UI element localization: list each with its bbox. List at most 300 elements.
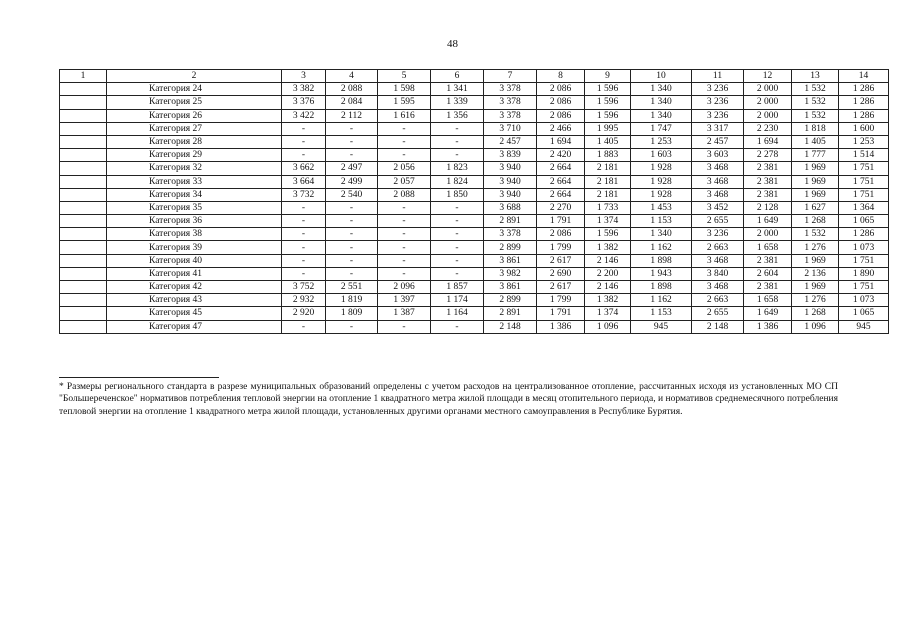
category-name-cell: Категория 47	[107, 320, 282, 333]
value-cell: 1 286	[839, 96, 889, 109]
value-cell: 1 799	[537, 241, 585, 254]
value-cell: 3 468	[692, 188, 744, 201]
value-cell: 2 200	[585, 267, 631, 280]
table-row	[60, 215, 889, 228]
value-cell: -	[431, 267, 484, 280]
value-cell: 1 253	[631, 135, 692, 148]
value-cell: 1 751	[839, 188, 889, 201]
value-cell: 2 664	[537, 175, 585, 188]
category-name-cell: Категория 41	[107, 267, 282, 280]
category-name-cell: Категория 27	[107, 122, 282, 135]
value-cell: 1 791	[537, 307, 585, 320]
value-cell: 1 943	[631, 267, 692, 280]
value-cell: 1 153	[631, 307, 692, 320]
value-cell: 2 181	[585, 175, 631, 188]
value-cell: 1 532	[792, 83, 839, 96]
value-cell: 1 532	[792, 96, 839, 109]
category-name-cell: Категория 36	[107, 215, 282, 228]
value-cell: 1 162	[631, 294, 692, 307]
value-cell: 2 690	[537, 267, 585, 280]
value-cell: 3 688	[484, 201, 537, 214]
value-cell: 2 146	[585, 254, 631, 267]
row-index-cell	[60, 201, 107, 214]
value-cell: 1 065	[839, 215, 889, 228]
value-cell: 2 000	[744, 96, 792, 109]
value-cell: 1 382	[585, 294, 631, 307]
row-index-cell	[60, 215, 107, 228]
value-cell: 3 710	[484, 122, 537, 135]
column-header: 7	[484, 70, 537, 83]
column-header: 1	[60, 70, 107, 83]
value-cell: 1 890	[839, 267, 889, 280]
value-cell: 1 286	[839, 228, 889, 241]
value-cell: 3 378	[484, 83, 537, 96]
value-cell: 2 088	[326, 83, 378, 96]
footnote-divider	[59, 377, 219, 378]
category-name-cell: Категория 42	[107, 281, 282, 294]
value-cell: 1 883	[585, 149, 631, 162]
table-row	[60, 109, 889, 122]
value-cell: 3 861	[484, 254, 537, 267]
value-cell: 2 000	[744, 228, 792, 241]
value-cell: 3 861	[484, 281, 537, 294]
value-cell: 1 096	[585, 320, 631, 333]
column-header: 13	[792, 70, 839, 83]
value-cell: 1 969	[792, 162, 839, 175]
value-cell: 1 065	[839, 307, 889, 320]
row-index-cell	[60, 175, 107, 188]
value-cell: 1 340	[631, 96, 692, 109]
value-cell: 2 899	[484, 241, 537, 254]
value-cell: 1 751	[839, 281, 889, 294]
row-index-cell	[60, 83, 107, 96]
value-cell: 2 057	[378, 175, 431, 188]
value-cell: 945	[839, 320, 889, 333]
value-cell: 1 253	[839, 135, 889, 148]
value-cell: 2 899	[484, 294, 537, 307]
value-cell: 3 422	[282, 109, 326, 122]
value-cell: -	[326, 215, 378, 228]
value-cell: 1 733	[585, 201, 631, 214]
value-cell: 2 270	[537, 201, 585, 214]
value-cell: 1 374	[585, 215, 631, 228]
value-cell: 3 452	[692, 201, 744, 214]
value-cell: -	[326, 241, 378, 254]
value-cell: 1 824	[431, 175, 484, 188]
value-cell: 1 649	[744, 215, 792, 228]
value-cell: 2 932	[282, 294, 326, 307]
value-cell: 2 381	[744, 254, 792, 267]
value-cell: 1 600	[839, 122, 889, 135]
value-cell: 1 286	[839, 109, 889, 122]
value-cell: 1 603	[631, 149, 692, 162]
value-cell: 3 839	[484, 149, 537, 162]
value-cell: 3 752	[282, 281, 326, 294]
value-cell: 1 850	[431, 188, 484, 201]
value-cell: 1 777	[792, 149, 839, 162]
table-row	[60, 201, 889, 214]
value-cell: 2 112	[326, 109, 378, 122]
value-cell: 3 732	[282, 188, 326, 201]
value-cell: 3 603	[692, 149, 744, 162]
value-cell: 1 809	[326, 307, 378, 320]
row-index-cell	[60, 96, 107, 109]
value-cell: -	[282, 254, 326, 267]
value-cell: -	[282, 149, 326, 162]
value-cell: 1 268	[792, 307, 839, 320]
value-cell: 2 920	[282, 307, 326, 320]
row-index-cell	[60, 228, 107, 241]
value-cell: -	[326, 149, 378, 162]
value-cell: 1 751	[839, 175, 889, 188]
value-cell: 1 898	[631, 254, 692, 267]
value-cell: 1 616	[378, 109, 431, 122]
value-cell: -	[431, 201, 484, 214]
category-name-cell: Категория 24	[107, 83, 282, 96]
value-cell: 1 627	[792, 201, 839, 214]
category-name-cell: Категория 32	[107, 162, 282, 175]
value-cell: 1 073	[839, 241, 889, 254]
category-name-cell: Категория 43	[107, 294, 282, 307]
value-cell: -	[378, 254, 431, 267]
table-row	[60, 267, 889, 280]
value-cell: 3 664	[282, 175, 326, 188]
value-cell: 1 339	[431, 96, 484, 109]
value-cell: 1 928	[631, 175, 692, 188]
table-row	[60, 241, 889, 254]
table-row	[60, 83, 889, 96]
value-cell: 1 694	[744, 135, 792, 148]
value-cell: 3 982	[484, 267, 537, 280]
value-cell: 1 818	[792, 122, 839, 135]
value-cell: 1 532	[792, 228, 839, 241]
value-cell: -	[326, 201, 378, 214]
table-row	[60, 175, 889, 188]
value-cell: -	[282, 267, 326, 280]
value-cell: -	[378, 135, 431, 148]
value-cell: 2 617	[537, 254, 585, 267]
value-cell: -	[326, 254, 378, 267]
row-index-cell	[60, 162, 107, 175]
value-cell: 1 819	[326, 294, 378, 307]
value-cell: 2 128	[744, 201, 792, 214]
value-cell: 2 086	[537, 96, 585, 109]
value-cell: -	[431, 320, 484, 333]
value-cell: 1 823	[431, 162, 484, 175]
value-cell: 1 364	[839, 201, 889, 214]
value-cell: -	[378, 149, 431, 162]
column-header: 10	[631, 70, 692, 83]
category-name-cell: Категория 40	[107, 254, 282, 267]
table-row	[60, 135, 889, 148]
category-name-cell: Категория 34	[107, 188, 282, 201]
value-cell: -	[282, 135, 326, 148]
value-cell: 2 497	[326, 162, 378, 175]
value-cell: 1 898	[631, 281, 692, 294]
value-cell: 1 928	[631, 188, 692, 201]
value-cell: -	[326, 320, 378, 333]
value-cell: 1 598	[378, 83, 431, 96]
value-cell: -	[378, 201, 431, 214]
value-cell: 1 799	[537, 294, 585, 307]
value-cell: -	[378, 320, 431, 333]
value-cell: -	[326, 228, 378, 241]
value-cell: 2 230	[744, 122, 792, 135]
value-cell: 3 236	[692, 96, 744, 109]
value-cell: 2 181	[585, 188, 631, 201]
category-name-cell: Категория 29	[107, 149, 282, 162]
value-cell: 2 096	[378, 281, 431, 294]
value-cell: 2 088	[378, 188, 431, 201]
column-header: 5	[378, 70, 431, 83]
value-cell: 2 181	[585, 162, 631, 175]
value-cell: -	[431, 135, 484, 148]
value-cell: 1 595	[378, 96, 431, 109]
column-header: 12	[744, 70, 792, 83]
value-cell: 2 551	[326, 281, 378, 294]
value-cell: 1 286	[839, 83, 889, 96]
value-cell: -	[282, 122, 326, 135]
value-cell: 2 891	[484, 307, 537, 320]
value-cell: 1 658	[744, 241, 792, 254]
table-row	[60, 320, 889, 333]
value-cell: 1 340	[631, 228, 692, 241]
column-header: 11	[692, 70, 744, 83]
value-cell: 1 174	[431, 294, 484, 307]
column-header: 2	[107, 70, 282, 83]
value-cell: 2 663	[692, 294, 744, 307]
value-cell: 1 596	[585, 109, 631, 122]
table-row	[60, 96, 889, 109]
value-cell: 2 136	[792, 267, 839, 280]
column-header: 4	[326, 70, 378, 83]
value-cell: 1 162	[631, 241, 692, 254]
value-cell: -	[326, 267, 378, 280]
value-cell: -	[282, 241, 326, 254]
value-cell: 1 341	[431, 83, 484, 96]
row-index-cell	[60, 135, 107, 148]
value-cell: 1 276	[792, 241, 839, 254]
value-cell: -	[378, 122, 431, 135]
value-cell: 3 236	[692, 109, 744, 122]
value-cell: 2 664	[537, 188, 585, 201]
value-cell: -	[326, 122, 378, 135]
column-header: 3	[282, 70, 326, 83]
column-header: 9	[585, 70, 631, 83]
value-cell: 2 278	[744, 149, 792, 162]
value-cell: 3 468	[692, 162, 744, 175]
value-cell: 3 940	[484, 188, 537, 201]
value-cell: 2 381	[744, 281, 792, 294]
value-cell: 2 086	[537, 228, 585, 241]
value-cell: 1 386	[744, 320, 792, 333]
value-cell: 2 000	[744, 83, 792, 96]
value-cell: 1 073	[839, 294, 889, 307]
value-cell: 1 791	[537, 215, 585, 228]
value-cell: 2 148	[692, 320, 744, 333]
column-header: 14	[839, 70, 889, 83]
value-cell: -	[431, 122, 484, 135]
category-name-cell: Категория 45	[107, 307, 282, 320]
column-header: 8	[537, 70, 585, 83]
value-cell: 1 382	[585, 241, 631, 254]
value-cell: 3 940	[484, 175, 537, 188]
row-index-cell	[60, 122, 107, 135]
value-cell: 2 664	[537, 162, 585, 175]
row-index-cell	[60, 188, 107, 201]
value-cell: -	[378, 267, 431, 280]
value-cell: -	[431, 241, 484, 254]
value-cell: 2 540	[326, 188, 378, 201]
value-cell: 1 969	[792, 281, 839, 294]
value-cell: -	[431, 149, 484, 162]
value-cell: 945	[631, 320, 692, 333]
row-index-cell	[60, 281, 107, 294]
footnote: * Размеры регионального стандарта в разрезе муниципальных образований определены с учетом расходов на централизованное отопление, рассчитанных исходя из установленных МО СП "Большереченское" нормативов потребления тепловой энергии на отопление 1 квадратного метра жилой площади в месяц отопительного периода, и нормативов среднемесячного потребления тепловой энергии на отопление 1 квадратного метра жилой площади, установленных другими органами местного самоуправления в Республике Бурятия.	[59, 382, 838, 417]
value-cell: 3 236	[692, 228, 744, 241]
value-cell: -	[378, 241, 431, 254]
category-name-cell: Категория 26	[107, 109, 282, 122]
value-cell: 1 164	[431, 307, 484, 320]
row-index-cell	[60, 267, 107, 280]
row-index-cell	[60, 307, 107, 320]
value-cell: 1 356	[431, 109, 484, 122]
value-cell: 2 056	[378, 162, 431, 175]
page-number: 48	[447, 38, 458, 50]
value-cell: 1 969	[792, 175, 839, 188]
row-index-cell	[60, 294, 107, 307]
value-cell: 3 317	[692, 122, 744, 135]
table-row	[60, 122, 889, 135]
category-name-cell: Категория 38	[107, 228, 282, 241]
value-cell: 1 387	[378, 307, 431, 320]
table-row	[60, 254, 889, 267]
value-cell: 1 453	[631, 201, 692, 214]
value-cell: 1 374	[585, 307, 631, 320]
table-row	[60, 281, 889, 294]
table-row	[60, 149, 889, 162]
value-cell: 2 381	[744, 175, 792, 188]
value-cell: -	[431, 228, 484, 241]
value-cell: 3 236	[692, 83, 744, 96]
category-name-cell: Категория 28	[107, 135, 282, 148]
value-cell: 2 891	[484, 215, 537, 228]
value-cell: 3 376	[282, 96, 326, 109]
value-cell: 3 468	[692, 281, 744, 294]
value-cell: -	[282, 201, 326, 214]
row-index-cell	[60, 254, 107, 267]
value-cell: 2 655	[692, 307, 744, 320]
value-cell: 1 153	[631, 215, 692, 228]
row-index-cell	[60, 109, 107, 122]
value-cell: 2 084	[326, 96, 378, 109]
value-cell: 3 468	[692, 254, 744, 267]
value-cell: 2 420	[537, 149, 585, 162]
table-row	[60, 188, 889, 201]
value-cell: 2 499	[326, 175, 378, 188]
value-cell: 2 604	[744, 267, 792, 280]
value-cell: 3 840	[692, 267, 744, 280]
value-cell: 2 381	[744, 188, 792, 201]
value-cell: 2 466	[537, 122, 585, 135]
value-cell: 1 751	[839, 254, 889, 267]
category-name-cell: Категория 35	[107, 201, 282, 214]
value-cell: 1 268	[792, 215, 839, 228]
category-name-cell: Категория 33	[107, 175, 282, 188]
value-cell: 1 658	[744, 294, 792, 307]
value-cell: 3 468	[692, 175, 744, 188]
value-cell: 1 751	[839, 162, 889, 175]
value-cell: 3 382	[282, 83, 326, 96]
value-cell: 3 378	[484, 228, 537, 241]
value-cell: -	[282, 228, 326, 241]
row-index-cell	[60, 320, 107, 333]
value-cell: -	[378, 228, 431, 241]
value-cell: 2 457	[484, 135, 537, 148]
value-cell: -	[431, 215, 484, 228]
table-row	[60, 294, 889, 307]
table-row	[60, 228, 889, 241]
value-cell: 1 276	[792, 294, 839, 307]
value-cell: 2 086	[537, 109, 585, 122]
data-table	[59, 69, 889, 334]
value-cell: 3 662	[282, 162, 326, 175]
value-cell: 1 969	[792, 188, 839, 201]
value-cell: 1 340	[631, 83, 692, 96]
category-name-cell: Категория 39	[107, 241, 282, 254]
value-cell: 2 663	[692, 241, 744, 254]
value-cell: 2 457	[692, 135, 744, 148]
row-index-cell	[60, 241, 107, 254]
table-header-row	[60, 70, 889, 83]
value-cell: -	[282, 215, 326, 228]
value-cell: 2 148	[484, 320, 537, 333]
value-cell: 1 747	[631, 122, 692, 135]
value-cell: 1 649	[744, 307, 792, 320]
value-cell: 1 694	[537, 135, 585, 148]
value-cell: 3 940	[484, 162, 537, 175]
value-cell: 1 397	[378, 294, 431, 307]
value-cell: 2 617	[537, 281, 585, 294]
value-cell: 1 532	[792, 109, 839, 122]
value-cell: 1 857	[431, 281, 484, 294]
value-cell: 1 596	[585, 228, 631, 241]
value-cell: 1 096	[792, 320, 839, 333]
value-cell: 1 995	[585, 122, 631, 135]
value-cell: 1 514	[839, 149, 889, 162]
value-cell: 1 969	[792, 254, 839, 267]
row-index-cell	[60, 149, 107, 162]
value-cell: -	[282, 320, 326, 333]
column-header: 6	[431, 70, 484, 83]
category-name-cell: Категория 25	[107, 96, 282, 109]
table-row	[60, 162, 889, 175]
value-cell: 2 086	[537, 83, 585, 96]
value-cell: -	[378, 215, 431, 228]
value-cell: 2 655	[692, 215, 744, 228]
value-cell: -	[431, 254, 484, 267]
value-cell: 2 000	[744, 109, 792, 122]
table-row	[60, 307, 889, 320]
value-cell: 1 340	[631, 109, 692, 122]
value-cell: 1 928	[631, 162, 692, 175]
value-cell: -	[326, 135, 378, 148]
value-cell: 2 146	[585, 281, 631, 294]
value-cell: 1 596	[585, 83, 631, 96]
value-cell: 3 378	[484, 109, 537, 122]
value-cell: 2 381	[744, 162, 792, 175]
value-cell: 3 378	[484, 96, 537, 109]
